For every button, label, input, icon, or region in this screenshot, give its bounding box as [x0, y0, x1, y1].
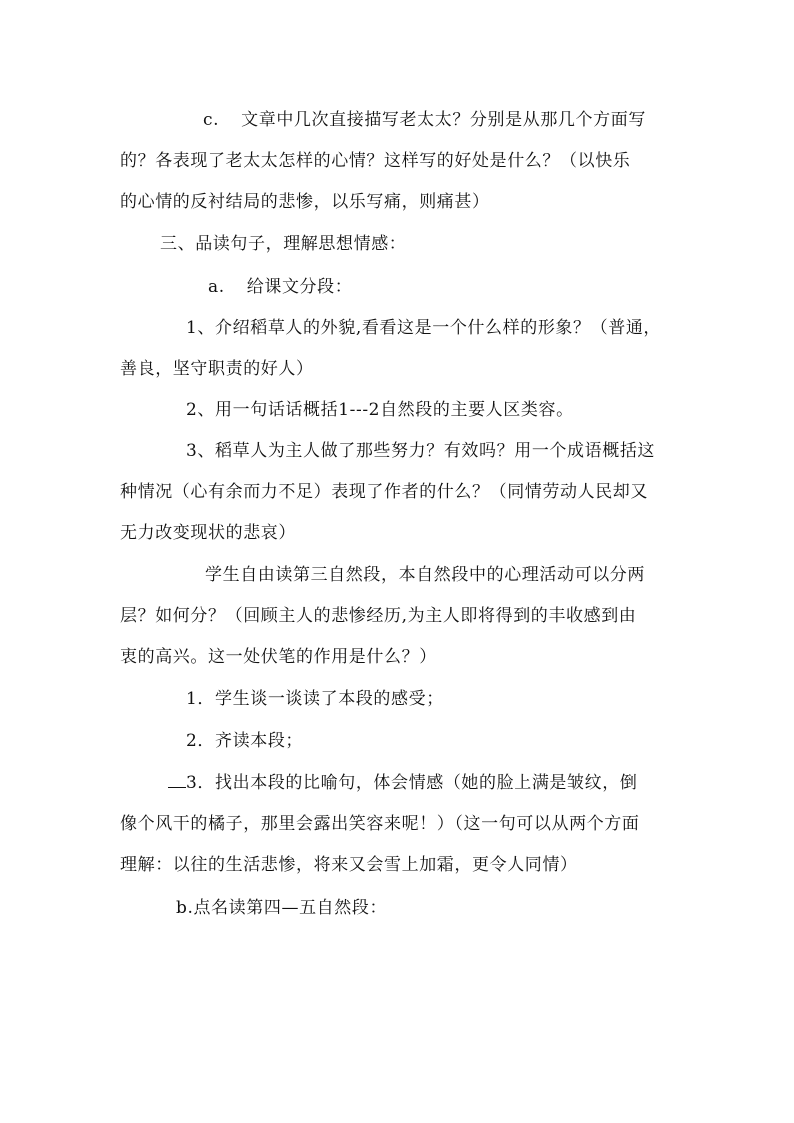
underline-blank [168, 773, 186, 788]
free-read-line-2: 层？如何分？（回顾主人的悲惨经历,为主人即将得到的丰收感到由 [120, 606, 637, 626]
step-1-line-1: 1、介绍稻草人的外貌,看看这是一个什么样的形象？（普通， [186, 318, 662, 338]
para-c-line-1-text: 文章中几次直接描写老太太？分别是从那几个方面写 [241, 110, 646, 130]
para-c-label: c. [203, 110, 220, 130]
task-3-line-1-text: 3．找出本段的比喻句，体会情感（她的脸上满是皱纹，倒 [186, 773, 638, 793]
step-3-line-3: 无力改变现状的悲哀） [120, 523, 296, 543]
para-c-line-2: 的？各表现了老太太怎样的心情？这样写的好处是什么？（以快乐 [120, 151, 631, 171]
item-a-label: a. [208, 277, 225, 297]
step-3-line-1: 3、稻草人为主人做了那些努力？有效吗？用一个成语概括这 [186, 441, 656, 461]
task-2: 2．齐读本段； [186, 731, 304, 751]
item-a [208, 275, 352, 299]
step-1-line-2: 善良，坚守职责的好人） [120, 359, 314, 379]
item-a-text: 给课文分段： [246, 277, 353, 297]
section-heading-3: 三、品读句子，理解思想情感： [160, 234, 407, 254]
task-3-line-3: 理解：以往的生活悲惨，将来又会雪上加霜，更令人同情） [120, 855, 578, 875]
task-3-line-2: 像个风干的橘子，那里会露出笑容来呢！）（这一句可以从两个方面 [120, 814, 640, 834]
para-c-line-3: 的心情的反衬结局的悲惨，以乐写痛，则痛甚） [120, 192, 490, 212]
free-read-line-1: 学生自由读第三自然段，本自然段中的心理活动可以分两 [205, 565, 645, 585]
step-2: 2、用一句话话概括1---2自然段的主要人区类容。 [186, 400, 574, 420]
task-1: 1．学生谈一谈读了本段的感受； [186, 689, 444, 709]
step-3-line-2: 种情况（心有余而力不足）表现了作者的什么？（同情劳动人民却又 [120, 482, 648, 502]
item-b: b.点名读第四—五自然段： [176, 898, 388, 918]
task-3-line-1 [168, 771, 637, 795]
free-read-line-3: 衷的高兴。这一处伏笔的作用是什么？） [120, 647, 437, 667]
para-c-line-1 [203, 108, 646, 132]
